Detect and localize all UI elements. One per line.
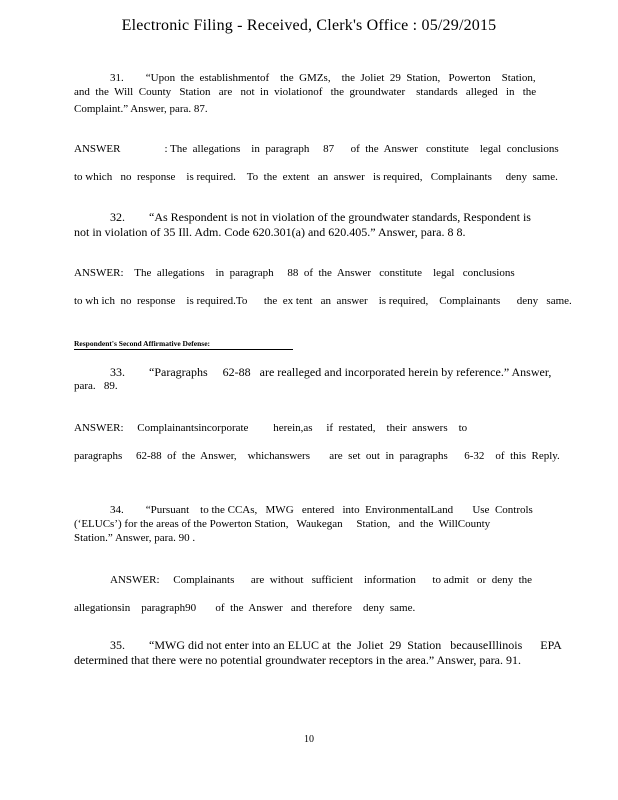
paragraph-35 bbox=[74, 638, 562, 668]
paragraph-33-line2: para. 89. bbox=[74, 380, 118, 392]
paragraph-35-line2: determined that there were no potential groundwater receptors in the area.” Answer, para. 91. bbox=[74, 653, 521, 667]
paragraph-31-line3: Complaint.” Answer, para. 87. bbox=[74, 103, 208, 115]
paragraph-34 bbox=[74, 503, 544, 545]
answer-33-line2: paragraphs 62-88 of the Answer, whichanswers are set out in paragraphs 6-32 of this Reply. bbox=[74, 450, 560, 462]
answer-31-line1: ANSWER : The allegations in paragraph 87 of the Answer constitute legal conclusions bbox=[74, 143, 559, 155]
answer-32 bbox=[74, 266, 572, 308]
paragraph-32-line2: not in violation of 35 Ill. Adm. Code 620.301(a) and 620.405.” Answer, para. 8 8. bbox=[74, 225, 466, 239]
page-number: 10 bbox=[304, 734, 314, 745]
answer-31 bbox=[74, 142, 559, 184]
paragraph-31-line2: and the Will County Station are not in violationof the groundwater standards alleged in the bbox=[74, 86, 537, 98]
answer-34-line2: allegationsin paragraph90 of the Answer and therefore deny same. bbox=[74, 602, 416, 614]
section-heading: Respondent's Second Affirmative Defense: bbox=[74, 339, 293, 350]
answer-33-line1: ANSWER: Complainantsincorporate herein,as if restated, their answers to bbox=[74, 422, 468, 434]
paragraph-31-line1: 31. “Upon the establishmentof the GMZs, the Joliet 29 Station, Powerton Station, bbox=[110, 72, 536, 84]
paragraph-33-line1: 33. “Paragraphs 62-88 are realleged and incorporated herein by reference.” Answer, bbox=[110, 365, 552, 379]
paragraph-31 bbox=[74, 71, 537, 116]
paragraph-34-line3: Station.” Answer, para. 90 . bbox=[74, 532, 196, 544]
paragraph-35-line1: 35. “MWG did not enter into an ELUC at the Joliet 29 Station becauseIllinois EPA bbox=[110, 638, 562, 652]
answer-34-line1: ANSWER: Complainants are without sufficient information to admit or deny the bbox=[110, 574, 533, 586]
answer-32-line2: to wh ich no response is required.To the ex tent an answer is required, Complainants deny same. bbox=[74, 295, 572, 307]
answer-31-line2: to which no response is required. To the extent an answer is required, Complainants deny same. bbox=[74, 171, 558, 183]
answer-34 bbox=[74, 573, 544, 615]
paragraph-32 bbox=[74, 210, 544, 240]
answer-32-line1: ANSWER: The allegations in paragraph 88 of the Answer constitute legal conclusions bbox=[74, 267, 515, 279]
paragraph-34-line1: 34. “Pursuant to the CCAs, MWG entered into EnvironmentalLand Use Controls bbox=[110, 504, 533, 516]
paragraph-32-line1: 32. “As Respondent is not in violation of the groundwater standards, Respondent is bbox=[110, 210, 531, 224]
filing-header: Electronic Filing - Received, Clerk's Office : 05/29/2015 bbox=[121, 17, 497, 34]
paragraph-34-line2: (‘ELUCs’) for the areas of the Powerton Station, Waukegan Station, and the WillCounty bbox=[74, 518, 491, 530]
paragraph-33 bbox=[74, 365, 552, 393]
answer-33 bbox=[74, 421, 560, 463]
